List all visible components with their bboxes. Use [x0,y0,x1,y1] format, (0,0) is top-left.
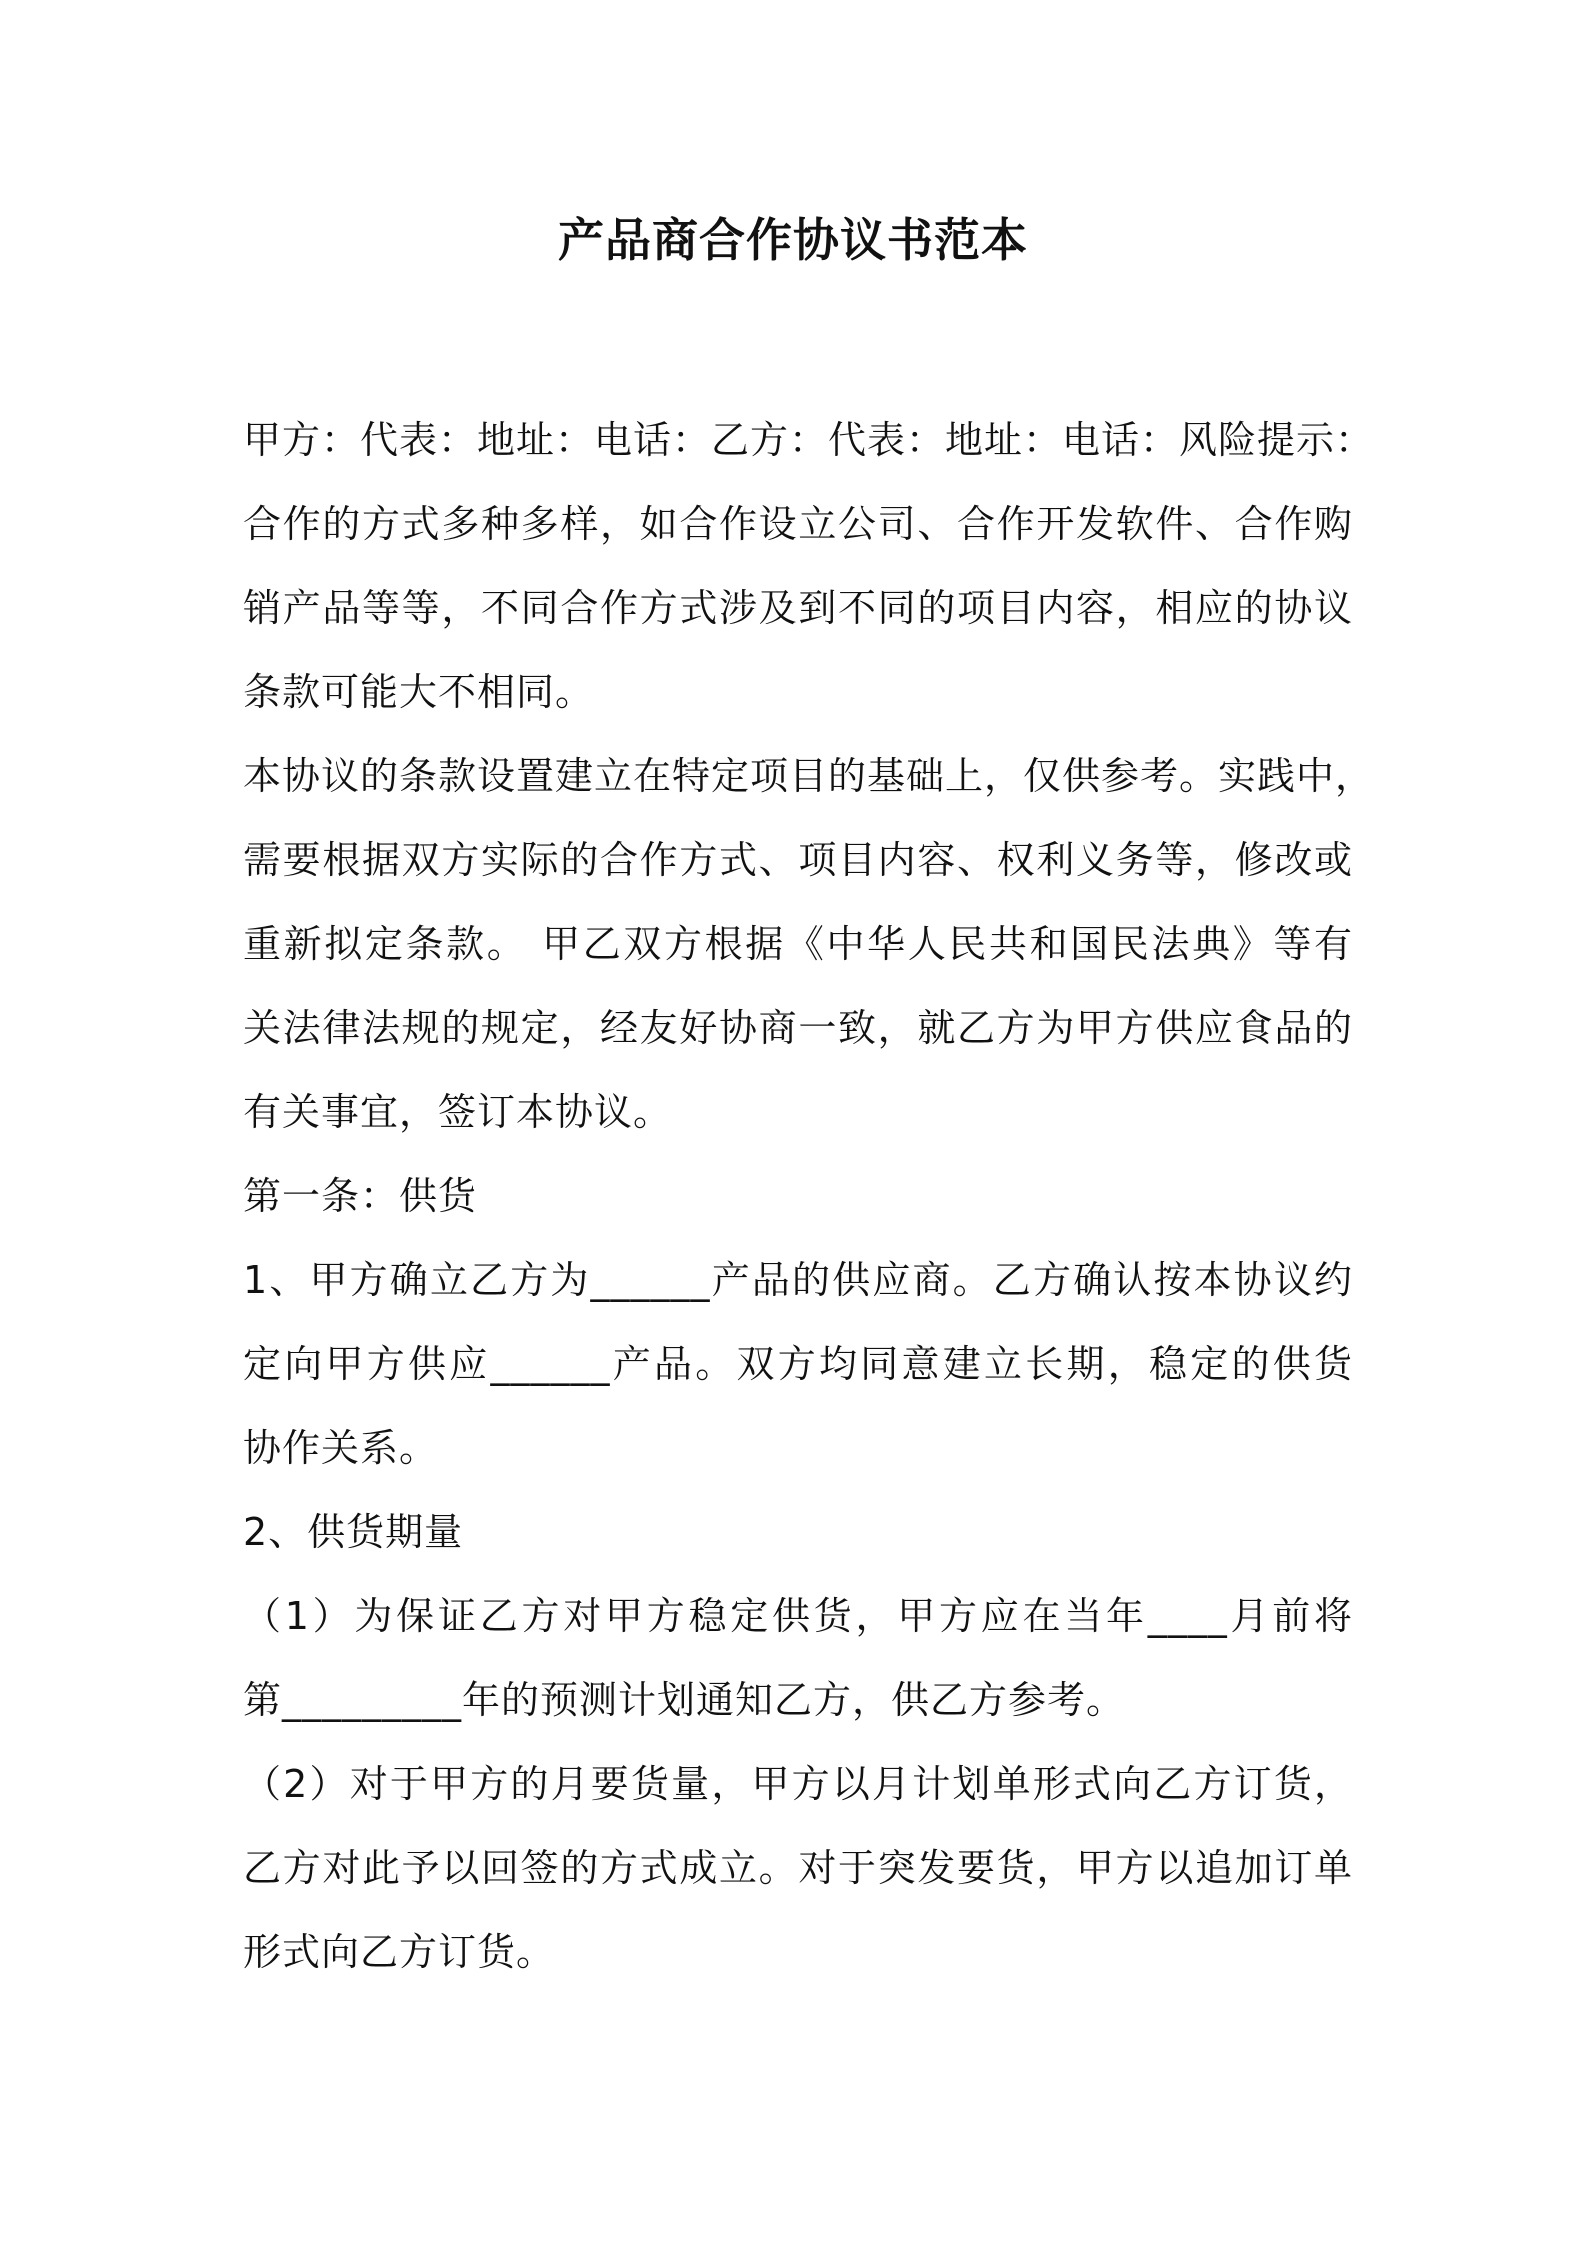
paragraph-line: 合作的方式多种多样，如合作设立公司、合作开发软件、合作购 [243,502,1353,546]
paragraph-line: （2）对于甲方的月要货量，甲方以月计划单形式向乙方订货， [243,1762,1353,1806]
paragraph-line: 甲方：代表：地址：电话：乙方：代表：地址：电话：风险提示： [243,418,1375,462]
paragraph-line: 本协议的条款设置建立在特定项目的基础上，仅供参考。实践中， [243,754,1375,798]
paragraph-line: （1）为保证乙方对甲方稳定供货，甲方应在当年____月前将 [243,1594,1353,1638]
paragraph-line: 销产品等等，不同合作方式涉及到不同的项目内容，相应的协议 [243,586,1353,630]
paragraph-line: 1、甲方确立乙方为______产品的供应商。乙方确认按本协议约 [243,1258,1353,1302]
subsection-heading: 2、供货期量 [243,1510,464,1554]
section-heading: 第一条：供货 [243,1174,478,1218]
paragraph-line: 第_________年的预测计划通知乙方，供乙方参考。 [243,1678,1126,1722]
paragraph-line: 关法律法规的规定，经友好协商一致，就乙方为甲方供应食品的 [243,1006,1353,1050]
document-body [243,398,1375,1994]
paragraph-line: 形式向乙方订货。 [243,1930,556,1974]
paragraph-line: 重新拟定条款。 甲乙双方根据《中华人民共和国民法典》等有 [243,922,1353,966]
paragraph-line: 条款可能大不相同。 [243,670,595,714]
document-title: 产品商合作协议书范本 [558,213,1028,267]
paragraph-line: 需要根据双方实际的合作方式、项目内容、权利义务等，修改或 [243,838,1353,882]
paragraph-line: 乙方对此予以回签的方式成立。对于突发要货，甲方以追加订单 [243,1846,1353,1890]
paragraph-line: 定向甲方供应______产品。双方均同意建立长期，稳定的供货 [243,1342,1353,1386]
paragraph-line: 协作关系。 [243,1426,439,1470]
paragraph-line: 有关事宜，签订本协议。 [243,1090,673,1134]
